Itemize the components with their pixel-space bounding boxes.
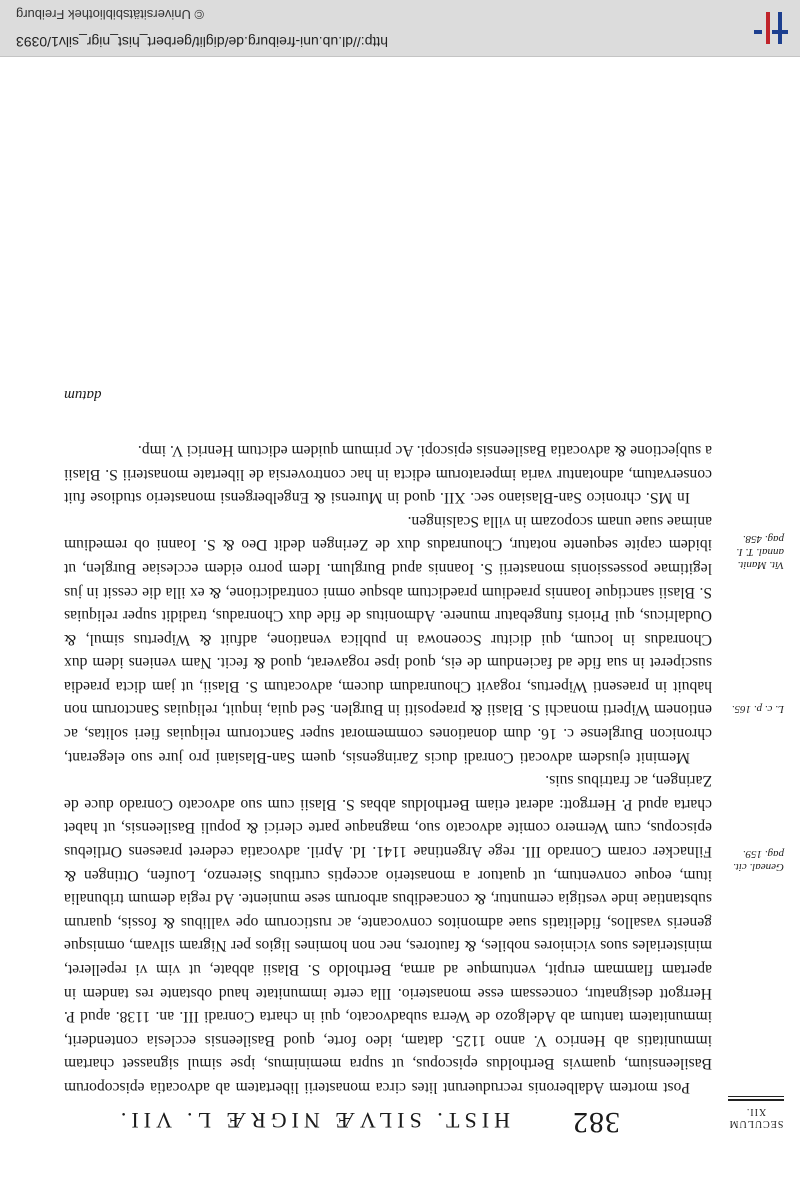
paragraph: Post mortem Adalberonis recruduerunt lites circa monasterii libertatem ab advocatia episcoporum Basileensium, quamvis Bertholdus episcopus, ut supra meminimus, ipse simul signasset chartam immunitatis ab Henrico V. anno 1125. datam, ideo forte, quod Basileensis ecclesia contenderit, immunitatem tantum ab Adelgozo de Werra subadvocato, qui in charta Conradi III. an. 1138. apud P. Herrgott designatur, concessam esse monasterio. Illa certe immunitate haud obstante res tandem in apertam flammam erupit, ventumque ad arma, Bertholdo S. Blasii abbate, ut vim vi repelleret, ministeriales suos viciniores nobiles, & fautores, nec non homines ligios per Nigram silvam, omnisque generis vasallos, fidelitatis suae admonitos convocante, ac rusticorum ope vallibus & fossis, quarum substantiae inde vestigia cernuntur, & concaedibus arborum sese muniente. Ad regia demum tribunalia itum, eoque conventum, ut quatuor a monasterio acceptis curtibus Sierenzo, Loufen, Ottingen & Filnacker coram Conrado III. rege Argentinae 1141. Id. April. advocatia cederet praesens Ortliebus episcopus, cum Wernero comite advocato suo, magnaque parte clerici & populi Basileensis, ut habet charta apud P. Herrgott: aderat etiam Bertholdus abbas S. Blasii cum suo advocato Conrado duce de Zaringen, ac fratribus suis. xyxy=(64,772,712,1096)
margin-note: Geneal. cit. pag. 159. xyxy=(732,848,784,873)
catchword: datum xyxy=(64,387,102,403)
margin-note: Vit. Manit. annal. T. I. pag. 458. xyxy=(736,533,784,571)
century-label: SECULUM XII. xyxy=(728,1106,784,1129)
ub-freiburg-logo-icon[interactable] xyxy=(752,8,790,48)
divider xyxy=(728,1099,784,1101)
document-url-link[interactable]: http://dl.ub.uni-freiburg.de/diglit/gerbert_hist_nigr_silv1/0393 xyxy=(16,34,389,50)
margin-note: L. c. p. 165. xyxy=(731,703,784,715)
viewer-header xyxy=(0,0,800,57)
page-number: 382 xyxy=(572,1106,620,1139)
century-margin-note xyxy=(726,1096,786,1129)
divider xyxy=(728,1096,784,1097)
copyright-notice: © Universitätsbibliothek Freiburg xyxy=(16,7,205,22)
page-body xyxy=(64,438,712,1099)
running-head xyxy=(60,1099,620,1139)
scanned-page xyxy=(0,56,800,1185)
paragraph: Meminit ejusdem advocati Conradi ducis Zaringensis, quem San-Blasiani pro jure suo elegerant, chronicon Burglense c. 16. dum donationes commemorat super Sanctorum reliquias fieri solitas, ac entionem Wiperti monachi S. Blasii & praepositi in Burglen. Sed quia, inquit, reliquias Sanctorum non habuit in praesenti Wipertus, rogavit Chounradum ducem, advocatum S. Blasii, ut jam dicta praedia susciperet in sua fide ad faciendum de eis, quod ipse rogaverat, quod & fecit. Nam veniens idem dux Chonradus in locum, qui dicitur Scoenowa in publica venatione, adfuit & Wipertus simul, & Oudalricus, qui Prioris fungebatur munere. Admonitus de fide dux Chonradus, tradidit super reliquias S. Blasii sanctique Ioannis praedium praedictum absque omni contradictione, & ex illa die cessit in jus legitimae possessionis monasterii S. Ioannis apud Burglum. Idem porro eidem ecclesiae Burglen, ut ibidem capite sequente notatur, Chounradus dux de Zeringen dedit Deo & S. Ioanni ob remedium animae suae unam scopozam in villa Scalsingen. xyxy=(64,512,712,766)
paragraph: In MS. chronico San-Blasiano sec. XII. quod in Murensi & Engelbergensi monasterio studiose fuit conservatum, adnotantur varia imperatorum edicta in hac controversia de libertate monasterii S. Blasii a subjectione & advocatia Basileensis episcopi. Ac primum quidem edictum Henrici V. imp. xyxy=(64,441,712,507)
running-title: HIST. SILVÆ NIGRÆ L. VII. xyxy=(115,1108,510,1133)
